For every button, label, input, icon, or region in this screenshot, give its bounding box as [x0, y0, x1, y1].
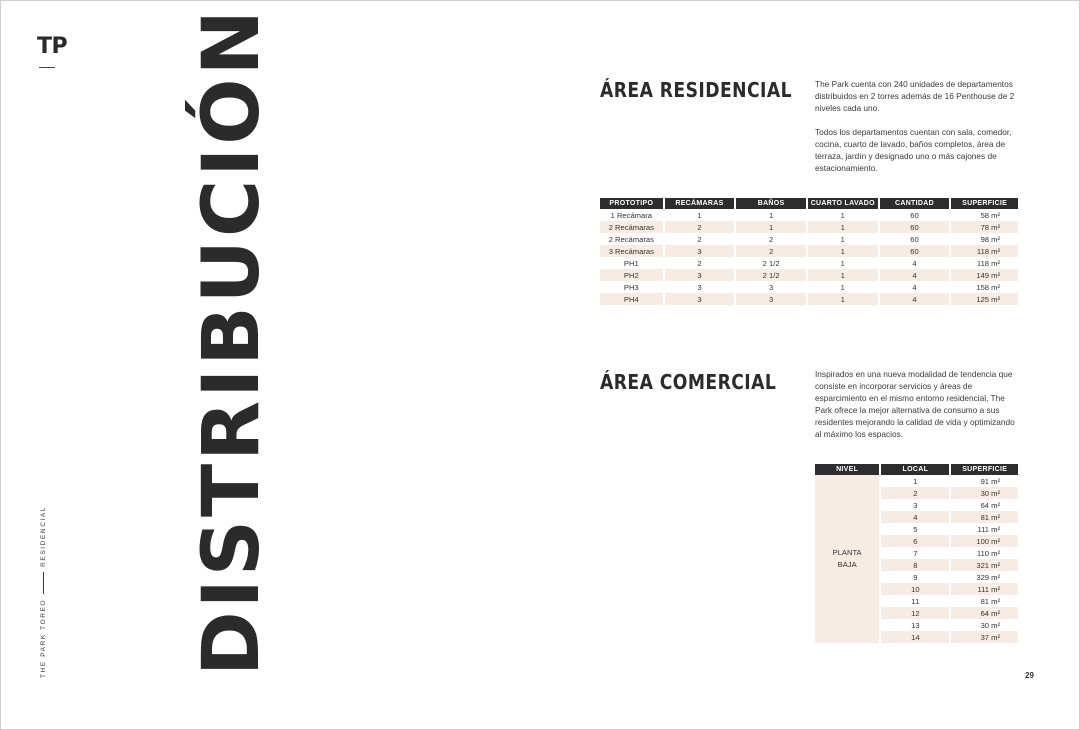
table-cell: 5	[913, 524, 918, 534]
column-header: LOCAL	[881, 464, 949, 475]
table-cell: 10	[881, 583, 949, 595]
residencial-paragraph-1: The Park cuenta con 240 unidades de departamentos distribuidos en 2 torres además de 16 Penthouse de 2 niveles cada uno.	[815, 79, 1015, 113]
nivel-cell	[815, 475, 879, 643]
side-label-right: RESIDENCIAL	[40, 505, 47, 567]
table-cell: 110 m²	[976, 548, 1000, 558]
table-cell: 118 m²	[976, 258, 1000, 268]
table-cell: 1	[808, 293, 878, 305]
table-cell: PH2	[600, 269, 663, 281]
table-cell: PH4	[600, 293, 663, 305]
table-cell: 329 m²	[976, 572, 1000, 582]
column-header: PROTOTIPO	[600, 198, 663, 209]
table-row	[600, 269, 1018, 281]
table-cell: 64 m²	[980, 500, 1000, 510]
table-cell: 4	[880, 293, 950, 305]
table-row	[815, 475, 1018, 487]
table-cell: 3	[665, 293, 735, 305]
table-cell: 1	[840, 234, 845, 244]
residencial-heading: ÁREA RESIDENCIAL	[600, 78, 792, 102]
nivel-line: BAJA	[837, 560, 857, 569]
table-cell: 81 m²	[980, 596, 1000, 606]
table-cell: 30 m²	[980, 620, 1000, 630]
column-header: BAÑOS	[736, 198, 806, 209]
table-row	[600, 293, 1018, 305]
table-cell: 111 m²	[951, 583, 1018, 595]
table-cell: 60	[880, 245, 950, 257]
table-row	[600, 257, 1018, 269]
column-header: NIVEL	[815, 464, 879, 475]
table-cell: 12	[881, 607, 949, 619]
table-cell: 2 1/2	[736, 269, 806, 281]
logo-underline	[39, 67, 55, 68]
table-row	[600, 221, 1018, 233]
table-cell: 8	[881, 559, 949, 571]
table-cell: 1	[808, 269, 878, 281]
table-cell: 1 Recámara	[610, 210, 652, 220]
table-cell: 118 m²	[951, 245, 1018, 257]
table-cell: 1	[808, 221, 878, 233]
comercial-table	[813, 464, 1020, 643]
page-number: 29	[1025, 671, 1034, 680]
table-cell: 1	[840, 258, 845, 268]
column-header: SUPERFICIE	[951, 198, 1018, 209]
table-cell: 3	[665, 269, 735, 281]
table-cell: 6	[881, 535, 949, 547]
table-cell: 3	[736, 293, 806, 305]
table-cell: PH1	[623, 258, 639, 268]
table-cell: 3	[665, 245, 735, 257]
side-label-dash	[43, 572, 44, 594]
table-cell: 78 m²	[951, 221, 1018, 233]
logo: TP	[37, 34, 68, 59]
table-row	[600, 245, 1018, 257]
comercial-heading: ÁREA COMERCIAL	[600, 370, 777, 394]
table-cell: 4	[881, 511, 949, 523]
table-cell: 4	[912, 282, 917, 292]
table-cell: 2	[665, 221, 735, 233]
table-cell: 3	[697, 282, 702, 292]
table-cell: 11	[911, 596, 920, 606]
table-cell: 30 m²	[951, 487, 1018, 499]
table-cell: 1	[913, 476, 918, 486]
table-cell: 13	[911, 620, 920, 630]
residencial-table	[598, 198, 1020, 305]
side-label	[40, 506, 47, 678]
table-cell: 2	[697, 258, 702, 268]
table-cell: 60	[910, 210, 919, 220]
residencial-paragraph-2: Todos los departamentos cuentan con sala, comedor, cocina, cuarto de lavado, baños completos, área de terraza, jardín y designado uno o más cajones de estacionamiento.	[815, 127, 1012, 173]
table-cell: 158 m²	[976, 282, 1000, 292]
table-cell: 3	[769, 282, 774, 292]
table-cell: 321 m²	[951, 559, 1018, 571]
table-cell: 111 m²	[977, 524, 1000, 534]
table-cell: PH3	[623, 282, 639, 292]
table-cell: 9	[913, 572, 918, 582]
table-cell: 149 m²	[951, 269, 1018, 281]
table-row	[600, 233, 1018, 245]
page-title: DISTRIBUCIÓN	[187, 7, 277, 676]
table-cell: 1	[840, 282, 845, 292]
table-row	[600, 209, 1018, 221]
table-cell: 60	[880, 221, 950, 233]
table-cell: 1	[769, 210, 774, 220]
table-cell: 60	[910, 234, 919, 244]
table-cell: 14	[881, 631, 949, 643]
table-cell: 100 m²	[951, 535, 1018, 547]
nivel-line: PLANTA	[832, 548, 862, 557]
side-label-left: THE PARK TOREO	[40, 598, 47, 678]
table-cell: 1	[697, 210, 702, 220]
table-cell: 91 m²	[980, 476, 1000, 486]
table-cell: 1	[736, 221, 806, 233]
table-cell: 64 m²	[951, 607, 1018, 619]
table-cell: 2 Recámaras	[608, 234, 654, 244]
table-cell: 3 Recámaras	[600, 245, 663, 257]
table-cell: 2	[697, 234, 702, 244]
column-header: SUPERFICIE	[951, 464, 1018, 475]
table-cell: 7	[913, 548, 918, 558]
comercial-paragraph: Inspirados en una nueva modalidad de tendencia que consiste en incorporar servicios y áreas de esparcimiento en el mismo entorno residencial, The Park ofrece la mejor alternativa de consumo a sus residentes mejorando la calidad de vida y optimizando al máximo los espacios.	[815, 369, 1015, 439]
table-cell: 2 Recámaras	[600, 221, 663, 233]
table-cell: 37 m²	[951, 631, 1018, 643]
table-cell: 81 m²	[951, 511, 1018, 523]
table-cell: 2	[736, 245, 806, 257]
table-cell: 4	[912, 258, 917, 268]
table-cell: 2	[769, 234, 774, 244]
column-header: RECÁMARAS	[665, 198, 735, 209]
table-cell: 2	[881, 487, 949, 499]
table-cell: 125 m²	[951, 293, 1018, 305]
table-cell: 4	[880, 269, 950, 281]
table-cell: 58 m²	[980, 210, 1000, 220]
column-header: CUARTO LAVADO	[808, 198, 878, 209]
table-row	[600, 281, 1018, 293]
table-cell: 1	[808, 245, 878, 257]
table-cell: 3	[913, 500, 918, 510]
residencial-table-header	[600, 198, 1018, 209]
table-cell: 98 m²	[980, 234, 1000, 244]
table-cell: 2 1/2	[762, 258, 780, 268]
comercial-table-header	[815, 464, 1018, 475]
table-cell: 1	[840, 210, 845, 220]
column-header: CANTIDAD	[880, 198, 950, 209]
